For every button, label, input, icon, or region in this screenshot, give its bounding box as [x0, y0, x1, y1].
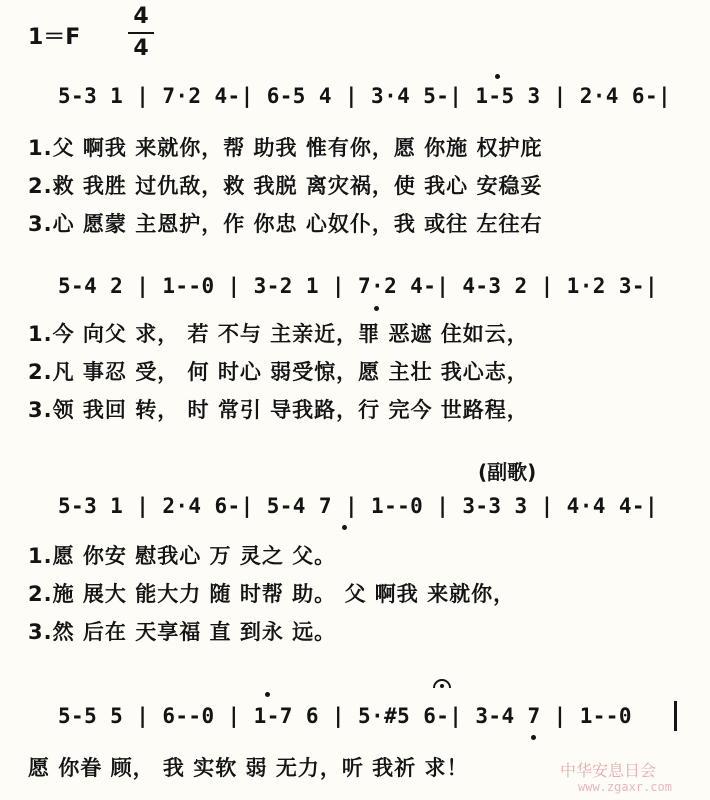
time-signature-top: 4	[133, 4, 149, 29]
lyric-line-1-verse-1: 1.父 啊我 来就你，帮 助我 惟有你，愿 你施 权护庇	[28, 136, 543, 160]
lyric-line-1-verse-3: 3.心 愿蒙 主恩护，作 你忠 心奴仆，我 或往 左往右	[28, 212, 543, 236]
time-signature	[126, 4, 156, 62]
final-barline	[674, 701, 677, 731]
time-signature-bar	[128, 32, 154, 34]
watermark-text: 中华安息日会	[560, 761, 657, 780]
high-octave-dot	[265, 692, 270, 697]
low-octave-dot	[374, 306, 379, 311]
lyric-line-4: 愿 你眷 顾， 我 实软 弱 无力，听 我祈 求！	[28, 756, 469, 780]
lyric-line-3-verse-2: 2.施 展大 能大力 随 时帮 助。 父 啊我 来就你，	[28, 582, 516, 606]
fermata-icon	[432, 676, 452, 690]
notation-line-4: 5-5 5 | 6--0 | 1-7 6 | 5·#5 6-| 3-4 7 | 1--0	[58, 704, 632, 728]
notation-line-3: 5-3 1 | 2·4 6-| 5-4 7 | 1--0 | 3-3 3 | 4·4 4-|	[58, 494, 658, 518]
key-signature: 1＝F	[28, 25, 81, 50]
lyric-line-1-verse-2: 2.救 我胜 过仇敌，救 我脱 离灾祸，使 我心 安稳妥	[28, 174, 543, 198]
low-octave-dot	[531, 735, 536, 740]
notation-line-2: 5-4 2 | 1--0 | 3-2 1 | 7·2 4-| 4-3 2 | 1·2 3-|	[58, 274, 658, 298]
lyric-line-2-verse-2: 2.凡 事忍 受， 何 时心 弱受惊，愿 主壮 我心志，	[28, 360, 529, 384]
notation-line-1: 5-3 1 | 7·2 4-| 6-5 4 | 3·4 5-| 1-5 3 | 2·4 6-|	[58, 84, 672, 108]
watermark-url: www.zgaxr.com	[578, 780, 672, 794]
lyric-line-3-verse-1: 1.愿 你安 慰我心 万 灵之 父。	[28, 544, 337, 568]
time-signature-bottom: 4	[133, 36, 149, 61]
lyric-line-3-verse-3: 3.然 后在 天享福 直 到永 远。	[28, 620, 337, 644]
lyric-line-2-verse-1: 1.今 向父 求， 若 不与 主亲近，罪 恶遮 住如云，	[28, 322, 529, 346]
low-octave-dot	[342, 525, 347, 530]
chorus-label: (副歌)	[478, 460, 537, 484]
lyric-line-2-verse-3: 3.领 我回 转， 时 常引 导我路，行 完今 世路程，	[28, 398, 529, 422]
high-octave-dot	[495, 74, 500, 79]
